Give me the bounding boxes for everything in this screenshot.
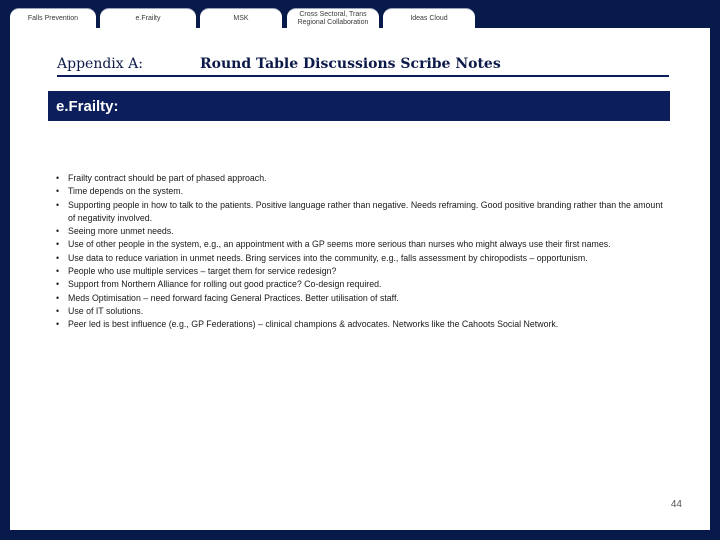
page-title: Round Table Discussions Scribe Notes [200, 56, 501, 72]
list-item: • Frailty contract should be part of phased approach. [56, 172, 666, 185]
tab-falls-prevention[interactable]: Falls Prevention [10, 8, 96, 29]
tab-msk[interactable]: MSK [200, 8, 282, 29]
list-item: • Support from Northern Alliance for rolling out good practice? Co-design required. [56, 278, 666, 291]
notes-list [56, 172, 666, 332]
slide-panel [10, 28, 710, 530]
slide-heading [57, 58, 669, 77]
list-item: • Supporting people in how to talk to the patients. Positive language rather than negative. Needs reframing. Good positive branding rather than the amount of negativity involved. [56, 199, 666, 226]
section-title: e.Frailty: [56, 97, 119, 115]
list-item: • Meds Optimisation – need forward facing General Practices. Better utilisation of staff. [56, 292, 666, 305]
tab-cross-sectoral[interactable]: Cross Sectoral, Trans Regional Collaboration [287, 8, 379, 29]
section-banner [48, 91, 670, 121]
list-item: • Time depends on the system. [56, 185, 666, 198]
tab-bar [0, 0, 720, 30]
list-item: • Peer led is best influence (e.g., GP Federations) – clinical champions & advocates. Networks like the Cahoots Social Network. [56, 318, 666, 331]
list-item: • Seeing more unmet needs. [56, 225, 666, 238]
page-number: 44 [670, 499, 682, 510]
list-item: • People who use multiple services – target them for service redesign? [56, 265, 666, 278]
tab-e-frailty[interactable]: e.Frailty [100, 8, 196, 29]
list-item: • Use of other people in the system, e.g., an appointment with a GP seems more serious than nurses who might always use their first names. [56, 238, 666, 251]
tab-ideas-cloud[interactable]: Ideas Cloud [383, 8, 475, 29]
list-item: • Use of IT solutions. [56, 305, 666, 318]
list-item: • Use data to reduce variation in unmet needs. Bring services into the community, e.g., falls assessment by chiropodists – opportunism. [56, 252, 666, 265]
appendix-label: Appendix A: [57, 56, 143, 72]
